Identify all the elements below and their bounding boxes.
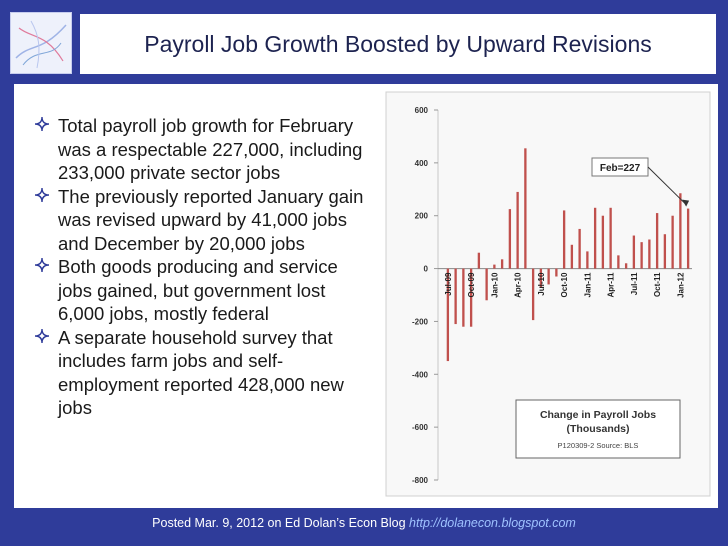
logo-graphic [11,13,71,73]
bar-Feb-10 [501,259,503,268]
chart-subtitle: (Thousands) [566,423,630,435]
bar-Jan-11 [586,251,588,268]
bullet-list [14,114,364,420]
bar-Dec-09 [485,269,487,301]
x-tick-label: Jan-12 [676,272,686,298]
bar-Apr-11 [609,208,611,269]
slide-title: Payroll Job Growth Boosted by Upward Revisions [144,30,652,57]
diamond-bullet-icon [34,187,50,203]
y-tick-label: 400 [414,158,428,168]
x-tick-label: Apr-11 [606,272,616,298]
feb-annotation: Feb=227 [599,163,641,174]
bar-Oct-11 [656,213,658,268]
diamond-bullet-icon [34,328,50,344]
bar-Dec-11 [671,216,673,269]
y-tick-label: -800 [411,476,428,485]
y-tick-label: -200 [411,317,428,327]
footer [0,516,728,530]
bar-May-11 [617,255,619,268]
bar-Feb-11 [594,208,596,269]
chart-frame [376,84,718,508]
x-tick-label: Oct-10 [560,272,570,298]
x-tick-label: Jul-11 [629,272,639,296]
content-panel [14,84,718,508]
y-tick-label: 200 [414,211,428,221]
blog-link[interactable]: http://dolanecon.blogspot.com [409,516,576,530]
bar-Aug-10 [547,269,549,285]
bar-Jun-11 [625,263,627,268]
logo [10,12,72,74]
bar-Aug-09 [454,269,456,325]
y-tick-label: -600 [411,423,428,433]
bar-Sep-11 [648,240,650,269]
payroll-chart [376,84,718,508]
bar-Mar-11 [602,216,604,269]
footer-text: Posted Mar. 9, 2012 on Ed Dolan’s Econ Blog [152,516,406,530]
diamond-bullet-icon [34,257,50,273]
bar-Jan-10 [493,265,495,269]
bar-Nov-09 [478,253,480,269]
bullet-item [14,114,364,185]
x-tick-label: Oct-11 [653,272,663,298]
bar-Nov-10 [571,245,573,269]
bar-May-10 [524,148,526,268]
bar-Mar-10 [509,209,511,268]
x-tick-label: Apr-10 [513,272,523,298]
chart-title: Change in Payroll Jobs [539,409,657,421]
bar-Dec-10 [578,229,580,269]
bar-Jun-10 [532,269,534,321]
x-tick-label: Jan-10 [490,272,500,298]
bar-Apr-10 [516,192,518,269]
bar-Nov-11 [664,234,666,268]
x-tick-label: Jul-09 [443,272,453,296]
bar-Jan-12 [679,193,681,268]
bullet-item [14,326,364,420]
bar-Sep-09 [462,269,464,327]
bullet-item [14,255,364,326]
y-tick-label: -400 [411,370,428,380]
bar-Oct-10 [563,210,565,268]
bullet-text: The previously reported January gain was revised upward by 41,000 jobs and December by 20,000 jobs [58,185,364,254]
bullet-text: Both goods producing and service jobs gained, but government lost 6,000 jobs, mostly federal [58,256,338,324]
bar-Feb-12 [687,209,689,269]
bullet-item [14,185,364,256]
bar-Aug-11 [640,242,642,268]
bullet-text: A separate household survey that includes farm jobs and self-employment reported 428,000 new jobs [58,326,344,418]
chart-source: P120309-2 Source: BLS [557,441,639,450]
x-tick-label: Oct-09 [467,272,477,298]
title-bar [80,14,716,74]
diamond-bullet-icon [34,116,50,132]
y-tick-label: 0 [423,264,428,274]
x-tick-label: Jan-11 [583,272,593,298]
y-tick-label: 600 [414,106,428,115]
x-tick-label: Jul-10 [536,272,546,296]
bar-Jul-11 [633,236,635,269]
bar-Sep-10 [555,269,557,277]
bullet-text: Total payroll job growth for February was a respectable 227,000, including 233,000 private sector jobs [58,115,363,183]
